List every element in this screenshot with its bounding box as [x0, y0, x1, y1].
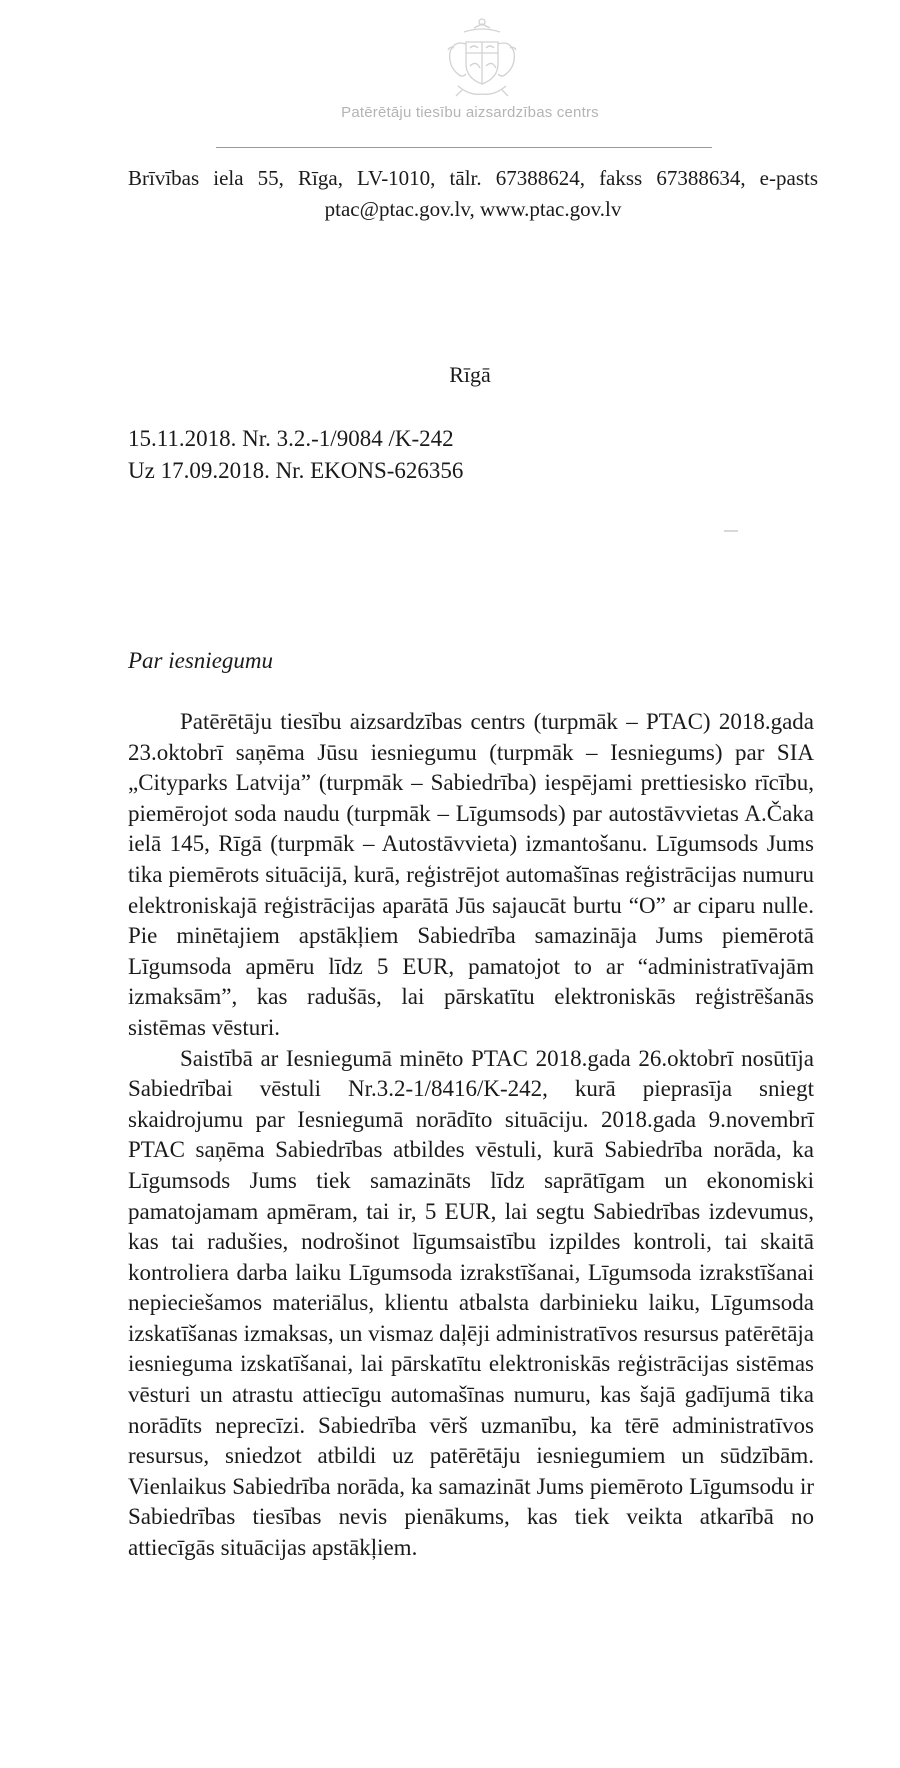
letterhead-address: Brīvības iela 55, Rīga, LV-1010, tālr. 67388624, fakss 67388634, e-pasts ptac@ptac.gov.lv, www.ptac.gov.lv	[128, 166, 818, 221]
incoming-reference-number: Uz 17.09.2018. Nr. EKONS-626356	[128, 458, 464, 483]
letter-subject: Par iesniegumu	[128, 648, 274, 673]
place-of-issue: Rīgā	[449, 362, 491, 387]
document-reference-number: 15.11.2018. Nr. 3.2.-1/9084 /K-242	[128, 426, 454, 451]
coat-of-arms-emblem-icon	[436, 12, 528, 104]
body-paragraph: Patērētāju tiesību aizsardzības centrs (turpmāk – PTAC) 2018.gada 23.oktobrī saņēma Jūsu iesniegumu (turpmāk – Iesniegums) par SIA „Cityparks Latvija” (turpmāk – Sabiedrība) iespējami prettiesisko rīcību, piemērojot soda naudu (turpmāk – Līgumsods) par autostāvvietas A.Čaka ielā 145, Rīgā (turpmāk – Autostāvvieta) izmantošanu. Līgumsods Jums tika piemērots situācijā, kurā, reģistrējot automašīnas reģistrācijas numuru elektroniskajā reģistrācijas aparātā Jūs sajaucāt burtu “O” ar ciparu nulle. Pie minētajiem apstākļiem Sabiedrība samazināja Jums piemērotā Līgumsoda apmēru līdz 5 EUR, pamatojot to ar “administratīvajām izmaksām”, kas radušās, lai pārskatītu elektroniskās reģistrēšanās sistēmas vēsturi.	[128, 709, 814, 1040]
letter-body	[128, 707, 814, 1564]
body-paragraph: Saistībā ar Iesniegumā minēto PTAC 2018.gada 26.oktobrī nosūtīja Sabiedrībai vēstuli Nr.3.2-1/8416/K-242, kurā pieprasīja sniegt skaidrojumu par Iesniegumā norādīto situāciju. 2018.gada 9.novembrī PTAC saņēma Sabiedrības atbildes vēstuli, kurā Sabiedrība norāda, ka Līgumsods Jums tiek samazināts līdz saprātīgam un ekonomiski pamatojamam apmēram, tai ir, 5 EUR, lai segtu Sabiedrības izdevumus, kas tai radušies, nodrošinot līgumsaistību izpildes kontroli, tai skaitā kontroliera darba laiku Līgumsoda izrakstīšanai, Līgumsoda izrakstīšanai nepieciešamos materiālus, klientu atbalsta darbinieku laiku, Līgumsoda izskatīšanas izmaksas, un vismaz daļēji administratīvos resursus patērētāja iesnieguma izskatīšanai, lai pārskatītu elektroniskās reģistrācijas sistēmas vēsturi un atrastu attiecīgu automašīnas numuru, kas šajā gadījumā tika norādīts neprecīzi. Sabiedrība vērš uzmanību, ka tērē administratīvos resursus, sniedzot atbildi uz patērētāju iesniegumiem un sūdzībām. Vienlaikus Sabiedrība norāda, ka samazināt Jums piemēroto Līgumsodu ir Sabiedrības tiesības nevis pienākums, kas tiek veikta atkarībā no attiecīgās situācijas apstākļiem.	[128, 1045, 814, 1561]
scan-speck	[724, 530, 738, 532]
organization-name: Patērētāju tiesību aizsardzības centrs	[341, 104, 599, 121]
header-divider	[216, 147, 712, 148]
